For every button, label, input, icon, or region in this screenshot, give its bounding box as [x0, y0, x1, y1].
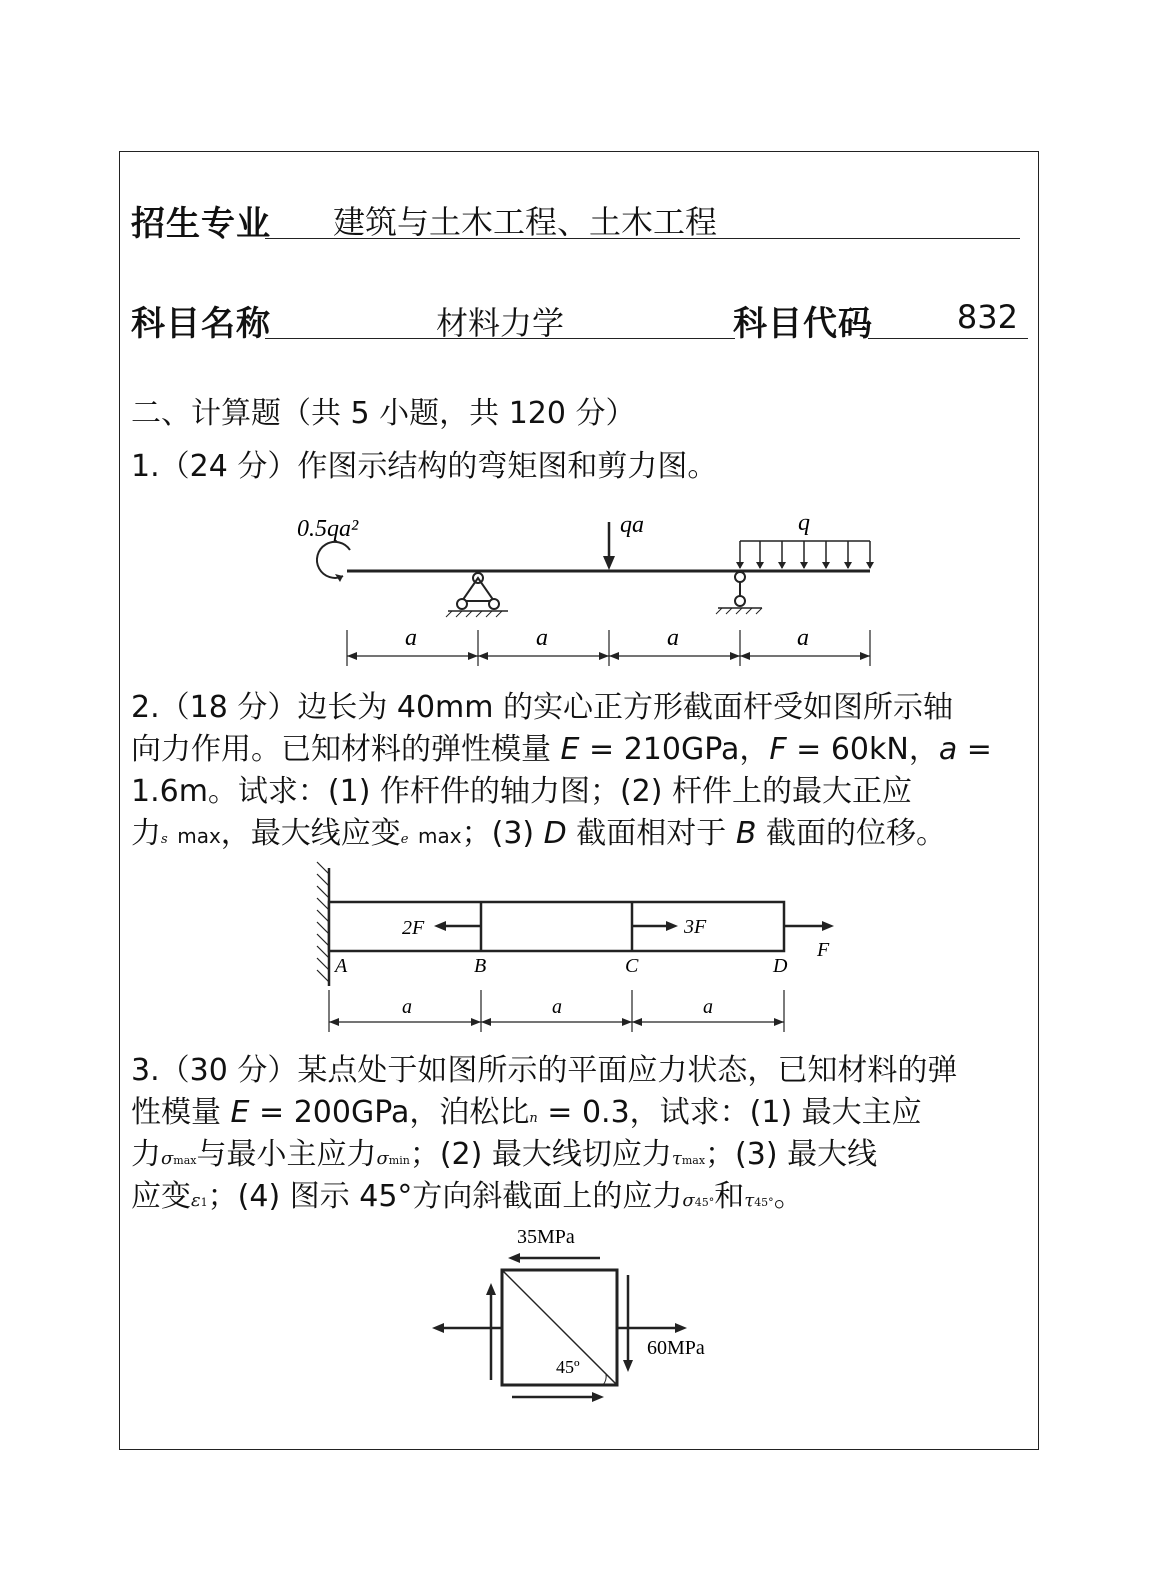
- q1-span-label-3: a: [667, 625, 679, 651]
- q2-line-2: 向力作用。已知材料的弹性模量 E = 210GPa，F = 60kN，a =: [131, 732, 992, 767]
- q3-shear-label: 35MPa: [517, 1226, 575, 1248]
- q2-line-3: 1.6m。试求：(1) 作杆件的轴力图；(2) 杆件上的最大正应: [131, 774, 912, 809]
- q2-load-f: F: [817, 939, 830, 961]
- q3-line-1: 3.（30 分）某点处于如图所示的平面应力状态，已知材料的弹: [131, 1053, 958, 1088]
- q2-point-d: D: [773, 955, 788, 977]
- q2-line-1: 2.（18 分）边长为 40mm 的实心正方形截面杆受如图所示轴: [131, 690, 954, 725]
- q2-line-4: 力s max，最大线应变e max；(3) D 截面相对于 B 截面的位移。: [131, 816, 946, 851]
- q2-point-c: C: [625, 955, 639, 977]
- q1-beam-diagram: [0, 500, 1152, 680]
- q1-span-label-2: a: [536, 625, 548, 651]
- section-title: 二、计算题（共 5 小题，共 120 分）: [131, 396, 636, 431]
- major-label: 招生专业: [131, 204, 271, 244]
- subject-underline: [265, 338, 735, 339]
- q1-span-label-1: a: [405, 625, 417, 651]
- q3-line-4: 应变ε1；(4) 图示 45°方向斜截面上的应力σ45°和τ45°。: [131, 1179, 804, 1214]
- major-underline: [265, 238, 1020, 239]
- q1-point-load-label: qa: [620, 512, 644, 538]
- q3-angle-label: 45º: [556, 1357, 580, 1377]
- q3-line-3: 力σmax与最小主应力σmin；(2) 最大线切应力τmax；(3) 最大线: [131, 1137, 878, 1172]
- q1-moment-label: 0.5qa²: [297, 516, 359, 542]
- q3-normal-label: 60MPa: [647, 1337, 705, 1359]
- q2-point-b: B: [474, 955, 487, 977]
- code-value: 832: [956, 298, 1018, 336]
- q3-line-2: 性模量 E = 200GPa，泊松比n = 0.3，试求：(1) 最大主应: [131, 1095, 922, 1130]
- major-value: 建筑与土木工程、土木工程: [332, 203, 717, 241]
- q2-span-3: a: [703, 996, 713, 1018]
- subject-value: 材料力学: [435, 304, 564, 342]
- q1-dist-load-label: q: [798, 510, 810, 536]
- code-label: 科目代码: [733, 304, 873, 344]
- code-underline: [868, 338, 1028, 339]
- q1-span-label-4: a: [797, 625, 809, 651]
- q2-point-a: A: [335, 955, 348, 977]
- subject-label: 科目名称: [131, 304, 271, 344]
- q2-span-2: a: [552, 996, 562, 1018]
- q2-load-3f: 3F: [684, 916, 707, 938]
- q3-stress-element: [0, 1225, 1152, 1415]
- q1-text: 1.（24 分）作图示结构的弯矩图和剪力图。: [131, 449, 718, 484]
- q2-bar-diagram: [0, 860, 1152, 1040]
- q2-span-1: a: [402, 996, 412, 1018]
- q2-load-2f: 2F: [402, 917, 425, 939]
